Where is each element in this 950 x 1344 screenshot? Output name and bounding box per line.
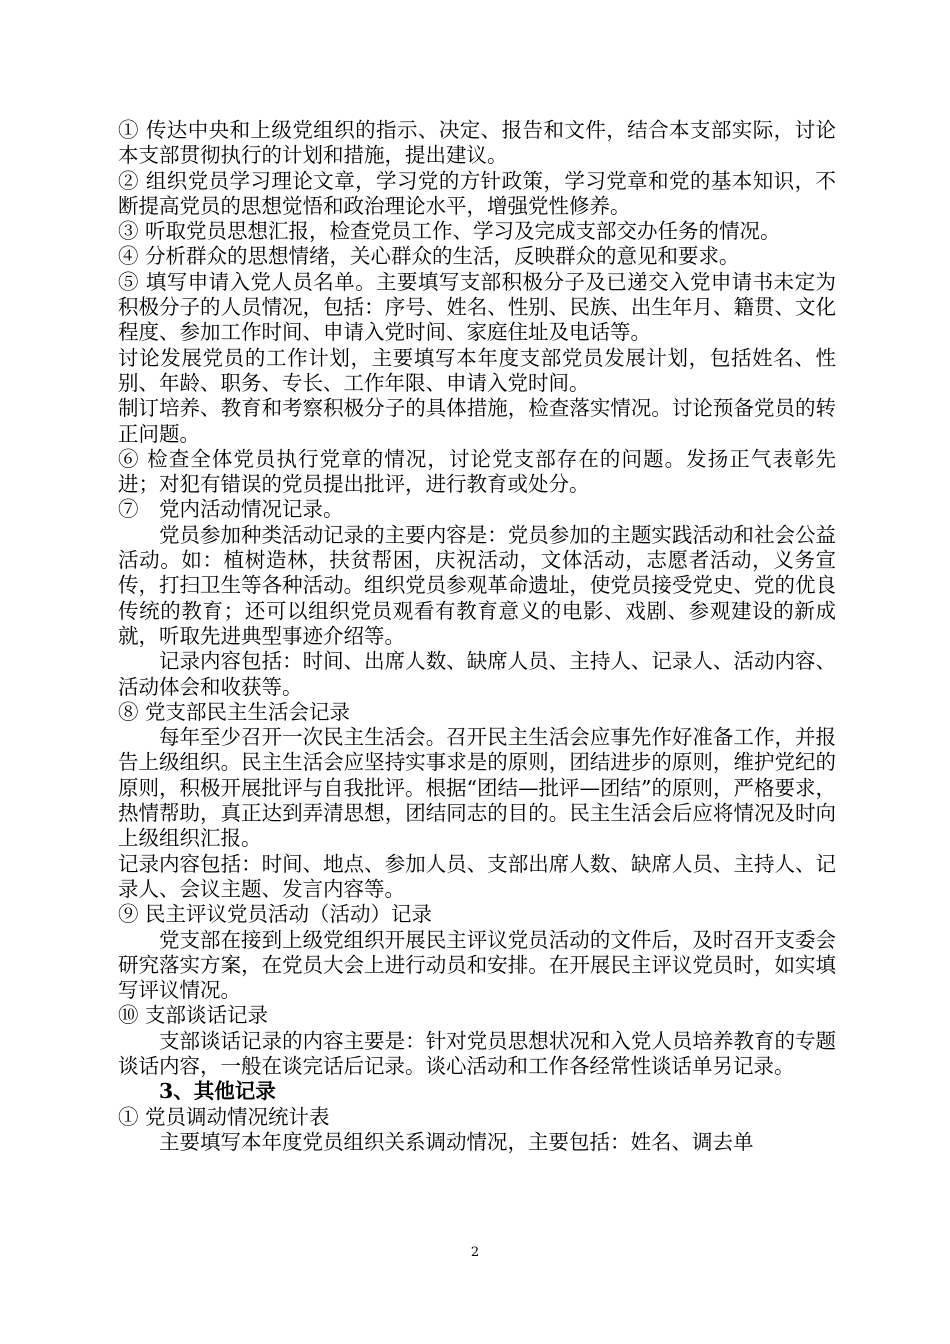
paragraph: ⑦ 党内活动情况记录。 <box>118 497 344 522</box>
paragraph: 记录内容包括：时间、出席人数、缺席人员、主持人、记录人、活动内容、活动体会和收获等。 <box>118 649 836 699</box>
paragraph: ① 党员调动情况统计表 <box>118 1104 330 1129</box>
paragraph: 党支部在接到上级党组织开展民主评议党员活动的文件后，及时召开支委会研究落实方案，在党员大会上进行动员和安排。在开展民主评议党员时，如实填写评议情况。 <box>118 927 836 1003</box>
paragraph: ⑧ 党支部民主生活会记录 <box>118 699 351 724</box>
paragraph: 制订培养、教育和考察积极分子的具体措施，检查落实情况。讨论预备党员的转正问题。 <box>118 396 836 446</box>
paragraph: ② 组织党员学习理论文章，学习党的方针政策，学习党章和党的基本知识，不断提高党员的思想觉悟和政治理论水平，增强党性修养。 <box>118 168 836 218</box>
paragraph: 讨论发展党员的工作计划，主要填写本年度支部党员发展计划，包括姓名、性别、年龄、职务、专长、工作年限、申请入党时间。 <box>118 345 836 395</box>
paragraph: ⑩ 支部谈话记录 <box>118 1003 269 1028</box>
paragraph: 记录内容包括：时间、地点、参加人员、支部出席人数、缺席人员、主持人、记录人、会议主题、发言内容等。 <box>118 851 836 901</box>
paragraph: ④ 分析群众的思想情绪，关心群众的生活，反映群众的意见和要求。 <box>118 244 740 269</box>
document-body <box>118 118 836 1155</box>
paragraph: 每年至少召开一次民主生活会。召开民主生活会应事先作好准备工作，并报告上级组织。民主生活会应坚持实事求是的原则，团结进步的原则，维护党纪的原则，积极开展批评与自我批评。根据“团结—批评—团结”的原则，严格要求，热情帮助，真正达到弄清思想，团结同志的目的。民主生活会后应将情况及时向上级组织汇报。 <box>118 725 836 851</box>
paragraph: 党员参加种类活动记录的主要内容是：党员参加的主题实践活动和社会公益活动。如：植树造林，扶贫帮困，庆祝活动，文体活动，志愿者活动，义务宣传，打扫卫生等各种活动。组织党员参观革命遗址，使党员接受党史、党的优良传统的教育；还可以组织党员观看有教育意义的电影、戏剧、参观建设的新成就，听取先进典型事迹介绍等。 <box>118 522 836 648</box>
paragraph: 主要填写本年度党员组织关系调动情况，主要包括：姓名、调去单 <box>159 1129 754 1154</box>
paragraph: ① 传达中央和上级党组织的指示、决定、报告和文件，结合本支部实际，讨论本支部贯彻执行的计划和措施，提出建议。 <box>118 118 836 168</box>
paragraph: 支部谈话记录的内容主要是：针对党员思想状况和入党人员培养教育的专题谈话内容，一般在谈完话后记录。谈心活动和工作各经常性谈话单另记录。 <box>118 1028 836 1078</box>
page-number: 2 <box>470 1245 480 1260</box>
paragraph: ⑨ 民主评议党员活动（活动）记录 <box>118 902 433 927</box>
paragraph: ③ 听取党员思想汇报，检查党员工作、学习及完成支部交办任务的情况。 <box>118 219 781 244</box>
paragraph: ⑤ 填写申请入党人员名单。主要填写支部积极分子及已递交入党申请书未定为积极分子的人员情况，包括：序号、姓名、性别、民族、出生年月、籍贯、文化程度、参加工作时间、申请入党时间、家庭住址及电话等。 <box>118 269 836 345</box>
paragraph: 3、其他记录 <box>159 1079 276 1104</box>
paragraph: ⑥ 检查全体党员执行党章的情况，讨论党支部存在的问题。发扬正气表彰先进；对犯有错误的党员提出批评，进行教育或处分。 <box>118 446 836 497</box>
